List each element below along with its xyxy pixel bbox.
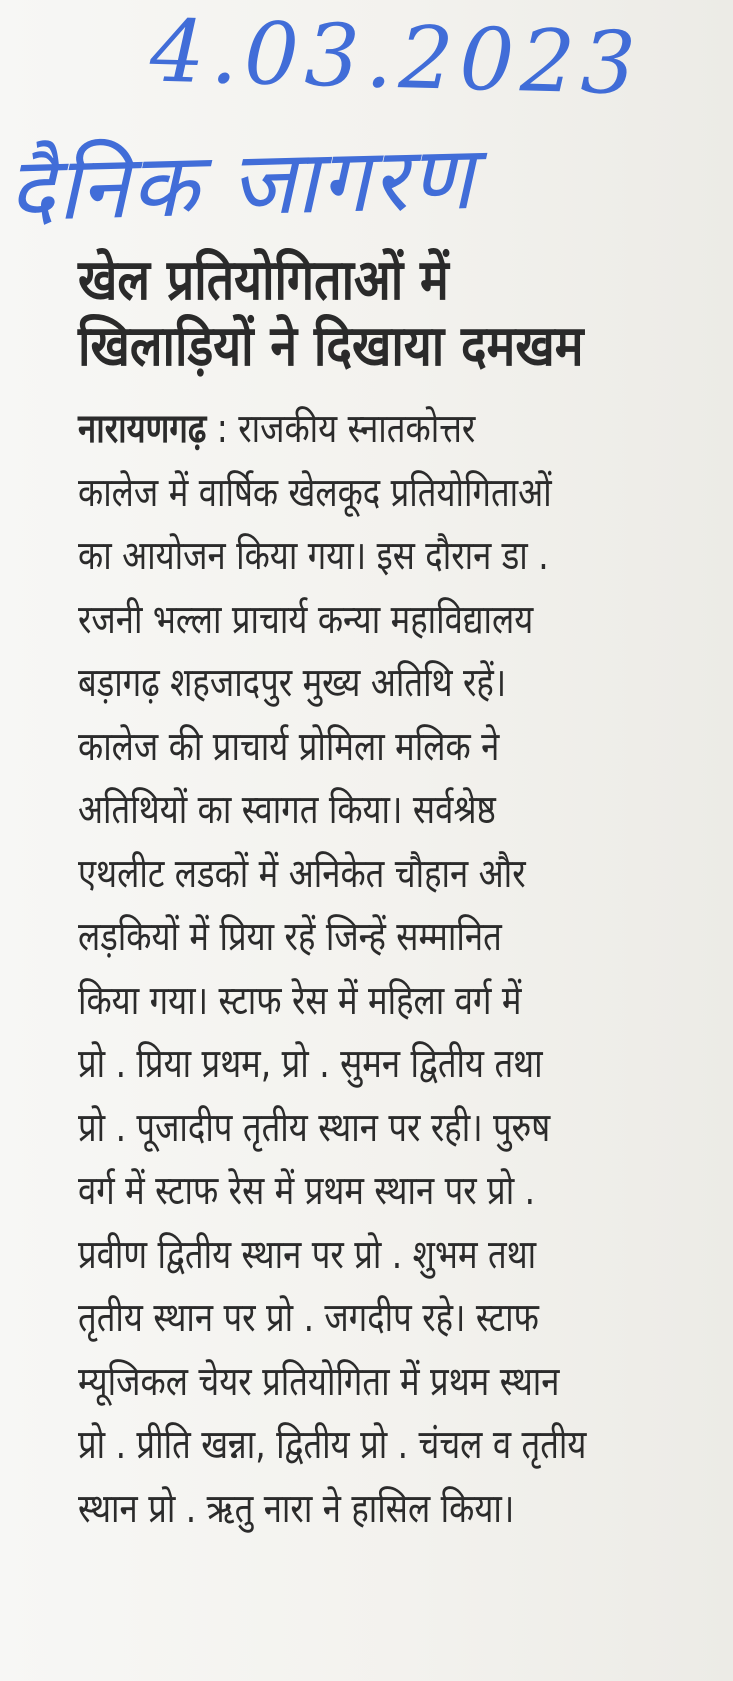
body-line-5: बड़ागढ़ शहजादपुर मुख्य अतिथि रहें। xyxy=(78,660,507,706)
body-line-1 xyxy=(78,398,595,462)
body-line-17: प्रो . प्रीति खन्ना, द्वितीय प्रो . चंचल व तृतीय xyxy=(78,1422,587,1468)
body-line-7: अतिथियों का स्वागत किया। सर्वश्रेष्ठ xyxy=(78,787,496,833)
body-line-18: स्थान प्रो . ऋतु नारा ने हासिल किया। xyxy=(78,1485,515,1532)
handwritten-newspaper-name: दैनिक जागरण xyxy=(6,125,477,242)
body-line-4: रजनी भल्ला प्राचार्य कन्या महाविद्यालय xyxy=(78,596,534,643)
body-line-12: प्रो . पूजादीप तृतीय स्थान पर रही। पुरुष xyxy=(78,1104,551,1151)
body-line-16: म्यूजिकल चेयर प्रतियोगिता में प्रथम स्थान xyxy=(78,1358,560,1405)
body-line-11: प्रो . प्रिया प्रथम, प्रो . सुमन द्वितीय तथा xyxy=(78,1041,543,1087)
body-line-8: एथलीट लडकों में अनिकेत चौहान और xyxy=(78,850,526,897)
body-line-14: प्रवीण द्वितीय स्थान पर प्रो . शुभम तथा xyxy=(78,1231,537,1278)
handwritten-date: 4.03.2023 xyxy=(148,1,643,115)
headline-line-1: खेल प्रतियोगिताओं में xyxy=(78,248,449,313)
body-line-3: का आयोजन किया गया। इस दौरान डा . xyxy=(78,533,549,579)
headline-line-2: खिलाड़ियों ने दिखाया दमखम xyxy=(78,314,584,379)
body-line-13: वर्ग में स्टाफ रेस में प्रथम स्थान पर प्रो . xyxy=(78,1168,536,1214)
body-line-2: कालेज में वार्षिक खेलकूद प्रतियोगिताओं xyxy=(78,469,552,516)
dateline: नारायणगढ़ xyxy=(78,406,207,452)
body-line-1-text: : राजकीय स्नातकोत्तर xyxy=(206,406,476,452)
body-line-6: कालेज की प्राचार्य प्रोमिला मलिक ने xyxy=(78,723,500,770)
body-line-9: लड़कियों में प्रिया रहें जिन्हें सम्मानित xyxy=(78,914,502,960)
newspaper-clipping xyxy=(78,248,708,1663)
body-line-10: किया गया। स्टाफ रेस में महिला वर्ग में xyxy=(78,977,522,1024)
handwritten-note xyxy=(0,0,733,250)
article-body xyxy=(78,398,708,1541)
headline xyxy=(78,248,620,380)
body-line-15: तृतीय स्थान पर प्रो . जगदीप रहे। स्टाफ xyxy=(78,1295,539,1341)
